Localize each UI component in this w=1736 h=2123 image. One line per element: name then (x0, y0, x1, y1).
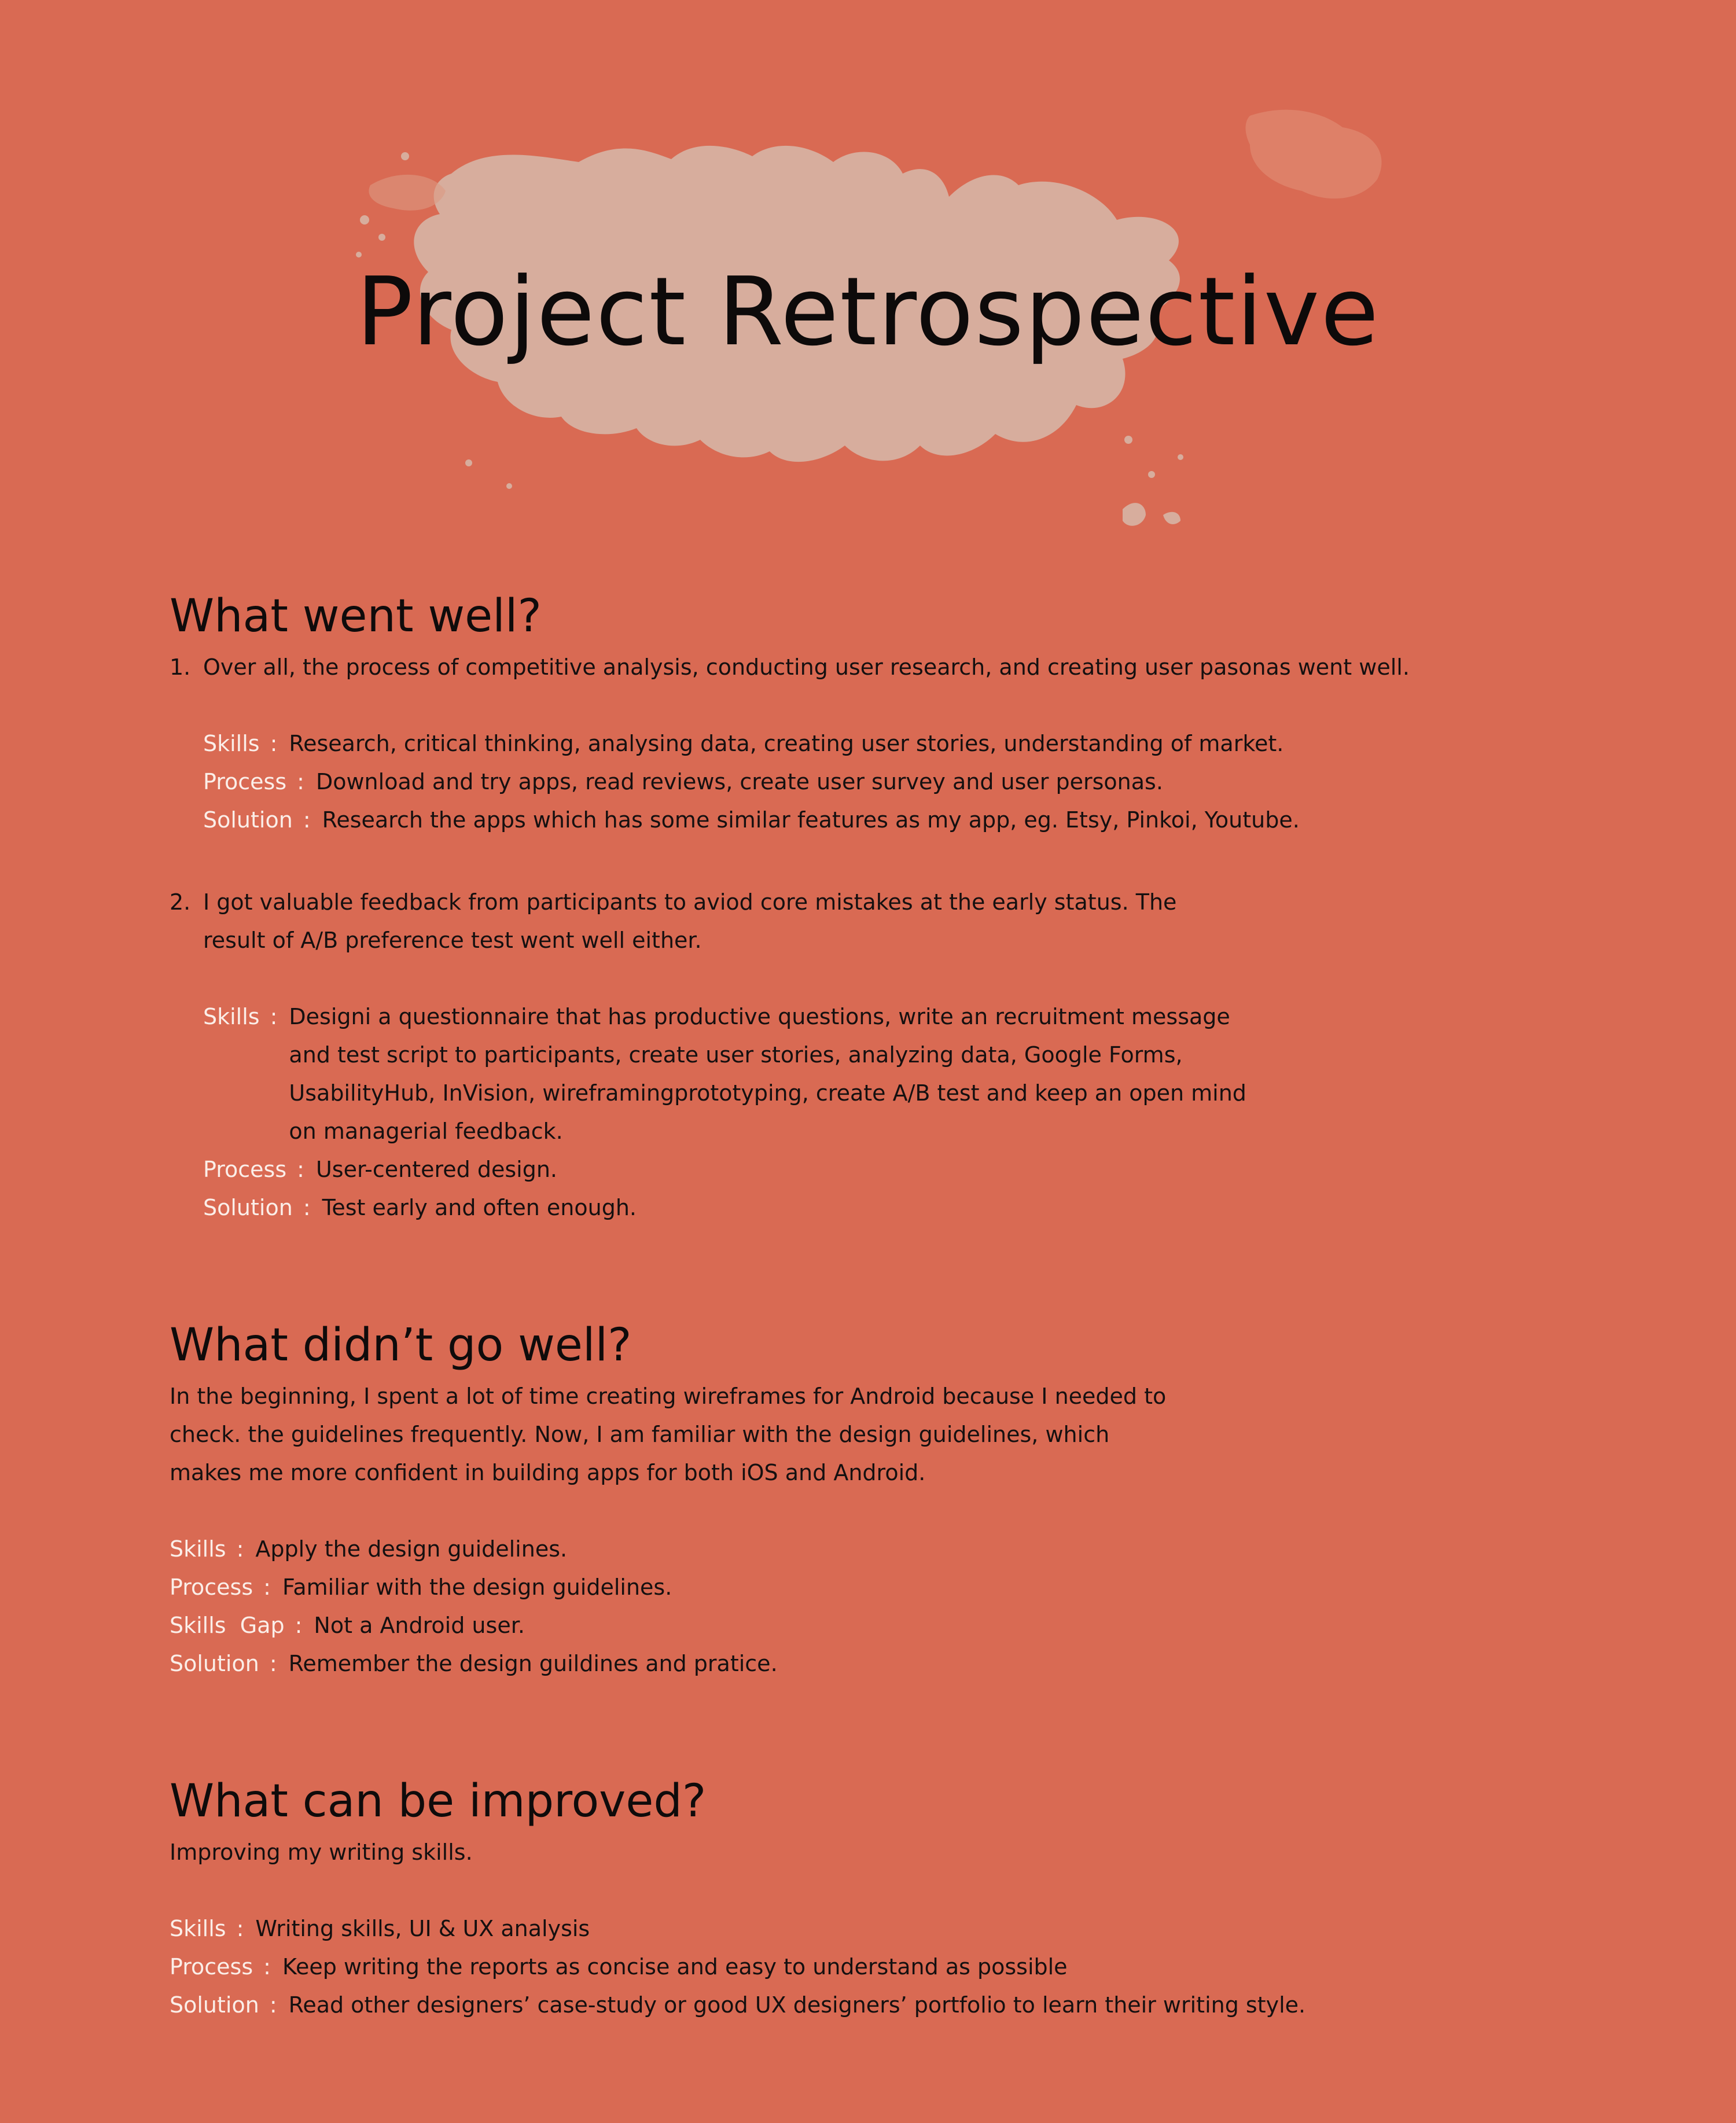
process-row (203, 763, 1558, 801)
solution-row (170, 1986, 1558, 2024)
skills-value: Writing skills, UI & UX analysis (255, 1916, 590, 1941)
solution-value: Research the apps which has some similar features as my app, eg. Etsy, Pinkoi, Youtube. (322, 807, 1300, 833)
list-item-text: I got valuable feedback from participants to aviod core mistakes at the early status. The result of A/B preference test went well either. (203, 889, 1177, 953)
process-value: User-centered design. (315, 1157, 558, 1182)
process-label: Process (170, 1954, 253, 1979)
solution-label: Solution (170, 1651, 259, 1676)
process-row (170, 1568, 1558, 1606)
list-item-text: Over all, the process of competitive analysis, conducting user research, and creating user pasonas went well. (203, 654, 1410, 680)
solution-label: Solution (170, 1992, 259, 2018)
skills-row (170, 1909, 1558, 1948)
skills-label: Skills (203, 1004, 260, 1029)
separator: : (295, 1613, 303, 1638)
separator: : (269, 1992, 277, 2018)
process-value: Keep writing the reports as concise and easy to understand as possible (282, 1954, 1068, 1979)
solution-label: Solution (203, 1195, 293, 1220)
solution-row (170, 1644, 1558, 1683)
skills-value: Apply the design guidelines. (255, 1536, 568, 1562)
page-title: Project Retrospective (356, 257, 1380, 367)
process-label: Process (203, 1157, 287, 1182)
process-value: Download and try apps, read reviews, create user survey and user personas. (315, 769, 1163, 794)
skills-row (203, 724, 1558, 763)
solution-row (203, 1189, 1558, 1227)
separator: : (236, 1536, 244, 1562)
solution-value: Test early and often enough. (322, 1195, 637, 1220)
separator: : (263, 1574, 271, 1600)
skills-value: Research, critical thinking, analysing data, creating user stories, understanding of market. (289, 731, 1284, 756)
solution-value: Read other designers’ case-study or good UX designers’ portfolio to learn their writing style. (288, 1992, 1306, 2018)
list-item (170, 648, 1558, 686)
retrospective-content (170, 584, 1558, 2024)
section-heading-didnt-go-well: What didn’t go well? (170, 1319, 632, 1371)
skills-gap-label: Skills Gap (170, 1613, 285, 1638)
list-number: 2. (170, 889, 191, 915)
process-row (170, 1948, 1558, 1986)
section-heading-went-well: What went well? (170, 590, 542, 642)
separator: : (236, 1916, 244, 1941)
section-heading-improved: What can be improved? (170, 1775, 707, 1827)
solution-row (203, 801, 1558, 839)
process-row (203, 1150, 1558, 1189)
list-item (170, 883, 1558, 959)
separator: : (303, 807, 311, 833)
separator: : (270, 731, 278, 756)
skills-value: Designi a questionnaire that has productive questions, write an recruitment message and test script to participants, create user stories, analyzing data, Google Forms, UsabilityHub, InVision, wireframingprototyping, create A/B test and keep an open mind on managerial feedback. (289, 1004, 1246, 1144)
list-number: 1. (170, 654, 191, 680)
skills-label: Skills (203, 731, 260, 756)
separator: : (263, 1954, 271, 1979)
separator: : (269, 1651, 277, 1676)
skills-gap-row (170, 1606, 1558, 1644)
solution-label: Solution (203, 807, 293, 833)
skills-label: Skills (170, 1536, 226, 1562)
skills-row (170, 1530, 1558, 1568)
section-paragraph: Improving my writing skills. (170, 1839, 473, 1865)
separator: : (297, 1157, 304, 1182)
skills-label: Skills (170, 1916, 226, 1941)
skills-gap-value: Not a Android user. (314, 1613, 525, 1638)
section-paragraph: In the beginning, I spent a lot of time creating wireframes for Android because I needed to check. the guidelines frequently. Now, I am familiar with the design guidelines, which makes me more confident in building apps for both iOS and Android. (170, 1384, 1167, 1485)
skills-row (203, 998, 1558, 1150)
separator: : (297, 769, 304, 794)
process-value: Familiar with the design guidelines. (282, 1574, 672, 1600)
separator: : (270, 1004, 278, 1029)
process-label: Process (170, 1574, 253, 1600)
solution-value: Remember the design guildines and pratice. (288, 1651, 778, 1676)
process-label: Process (203, 769, 287, 794)
separator: : (303, 1195, 311, 1220)
